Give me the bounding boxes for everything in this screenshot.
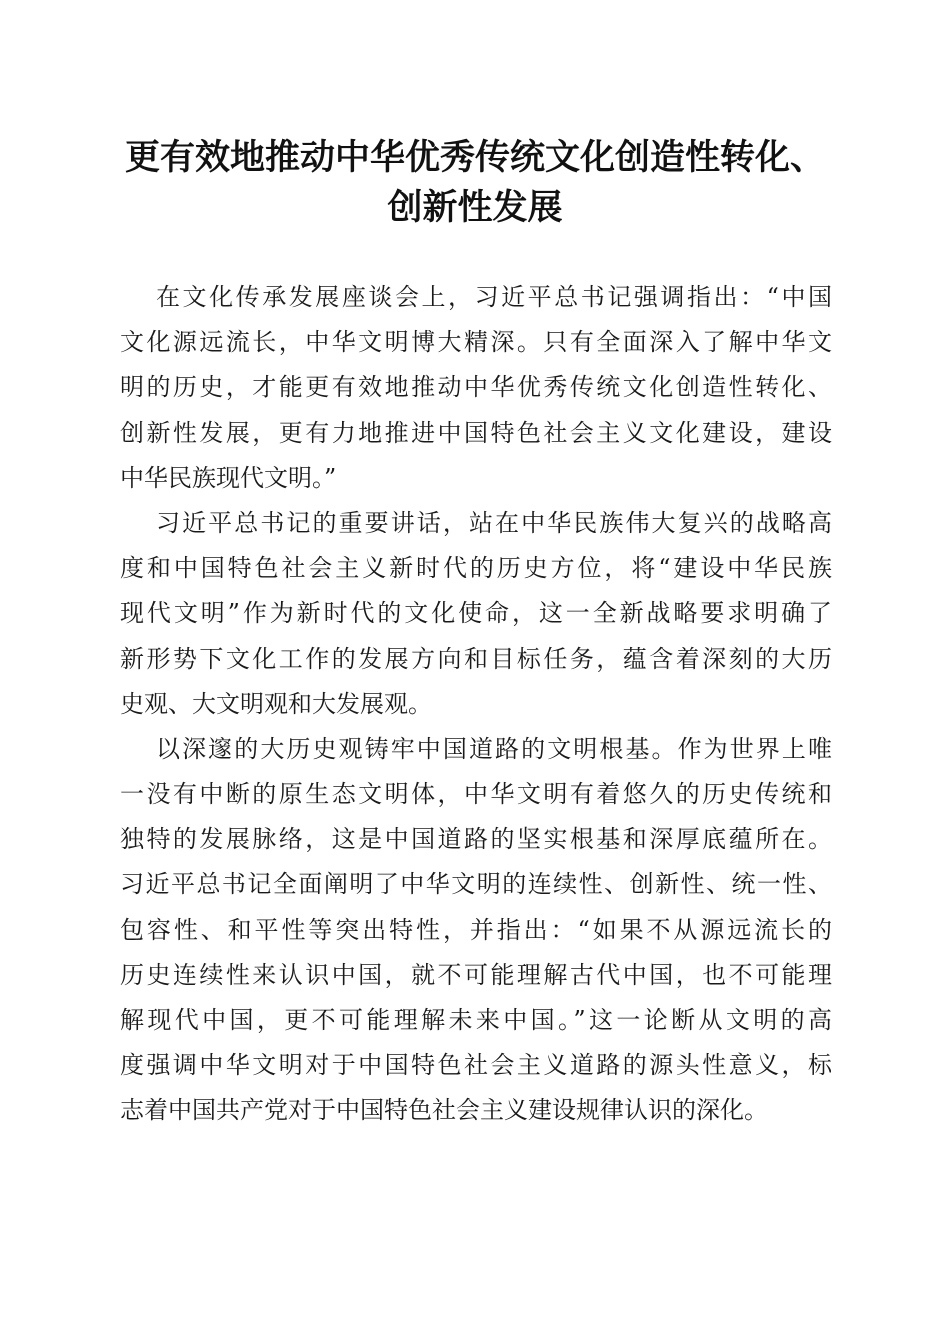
paragraph-2	[120, 501, 832, 727]
paragraph-1	[120, 275, 832, 501]
paragraph-line: 历史连续性来认识中国，就不可能理解古代中国，也不可能理	[120, 960, 832, 989]
paragraph-line: 度强调中华文明对于中国特色社会主义道路的源头性意义，标	[120, 1051, 832, 1080]
title-line-1: 更有效地推动中华优秀传统文化创造性转化、	[124, 137, 825, 178]
paragraph-line: 以深邃的大历史观铸牢中国道路的文明根基。作为世界上唯	[156, 734, 832, 763]
paragraph-line: 一没有中断的原生态文明体，中华文明有着悠久的历史传统和	[120, 780, 832, 809]
title-line-2: 创新性发展	[387, 187, 563, 228]
paragraph-line: 包容性、和平性等突出特性，并指出：“如果不从源远流长的	[120, 915, 832, 944]
paragraph-3	[120, 727, 832, 1134]
document-title	[100, 133, 850, 233]
paragraph-line: 文化源远流长，中华文明博大精深。只有全面深入了解中华文	[120, 328, 832, 357]
paragraph-line: 明的历史，才能更有效地推动中华优秀传统文化创造性转化、	[120, 373, 832, 402]
paragraph-line: 创新性发展，更有力地推进中国特色社会主义文化建设，建设	[120, 418, 832, 447]
paragraph-line: 志着中国共产党对于中国特色社会主义建设规律认识的深化。	[120, 1096, 768, 1125]
paragraph-line: 新形势下文化工作的发展方向和目标任务，蕴含着深刻的大历	[120, 644, 832, 673]
document-body	[120, 275, 832, 1134]
paragraph-line: 解现代中国，更不可能理解未来中国。”这一论断从文明的高	[120, 1006, 832, 1034]
paragraph-line: 史观、大文明观和大发展观。	[120, 689, 432, 718]
paragraph-line: 习近平总书记的重要讲话，站在中华民族伟大复兴的战略高	[156, 508, 832, 537]
paragraph-line: 度和中国特色社会主义新时代的历史方位，将“建设中华民族	[120, 554, 832, 583]
paragraph-line: 习近平总书记全面阐明了中华文明的连续性、创新性、统一性、	[120, 870, 832, 899]
paragraph-line: 在文化传承发展座谈会上，习近平总书记强调指出：“中国	[156, 283, 832, 311]
paragraph-line: 现代文明”作为新时代的文化使命，这一全新战略要求明确了	[120, 599, 832, 628]
paragraph-line: 独特的发展脉络，这是中国道路的坚实根基和深厚底蕴所在。	[120, 825, 832, 854]
paragraph-line: 中华民族现代文明。”	[120, 463, 337, 492]
